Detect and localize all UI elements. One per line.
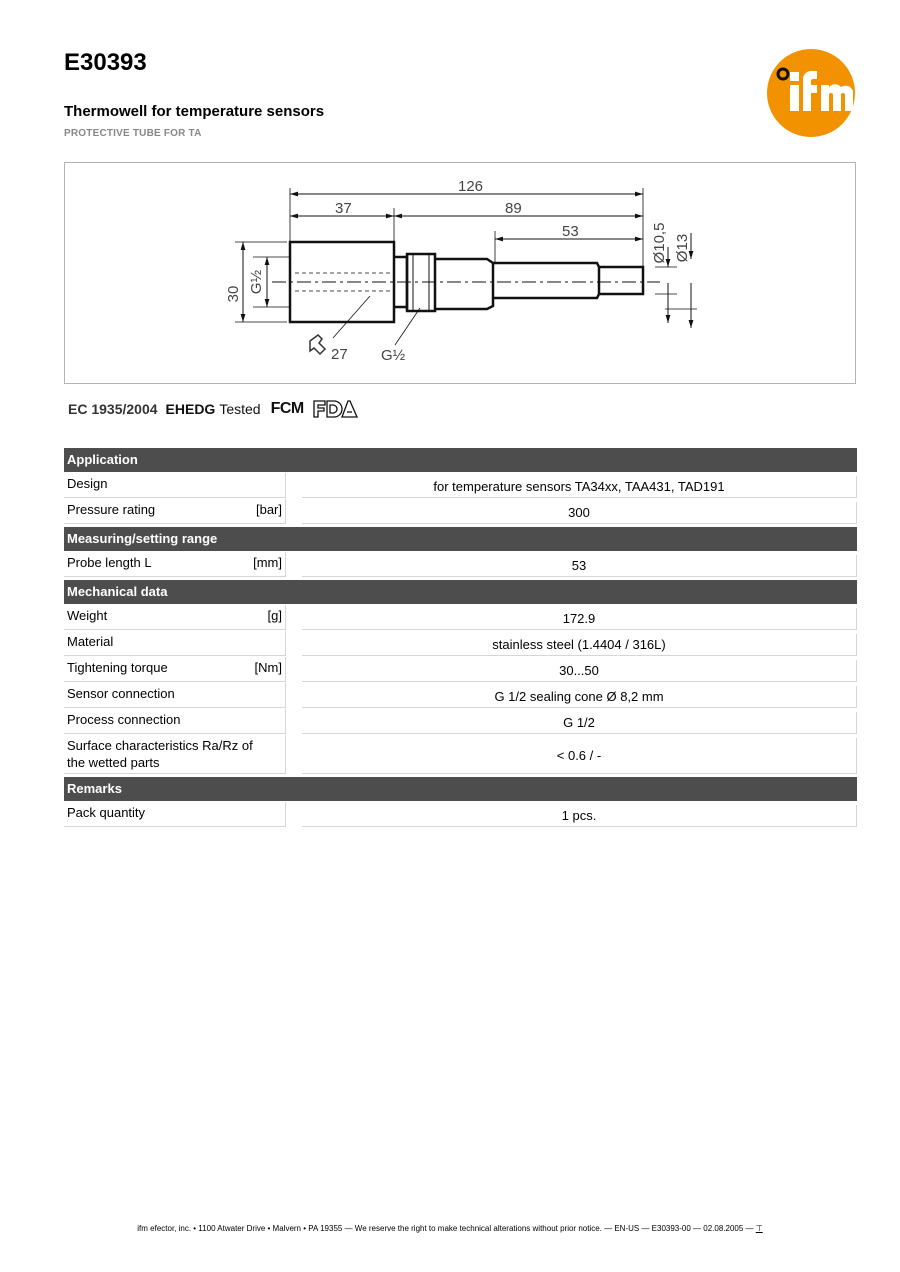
footer-text: ifm efector, inc. • 1100 Atwater Drive • Malvern • PA 19355 — We reserve the right to make technical alterations without prior notice. — EN-US — E30393-00 — 02.08.2005 — [137,1224,754,1233]
spec-label-cell [64,657,286,682]
spec-unit: [g] [267,608,282,623]
spec-label-cell [64,473,286,498]
article-number: E30393 [64,49,147,76]
spec-row [64,605,857,630]
spec-label-cell [64,802,286,827]
spec-row [64,802,857,827]
ifm-logo [767,49,855,137]
cert-ec-1935: EC 1935/2004 [68,401,158,417]
spec-label: Sensor connection [67,686,175,701]
spec-value: for temperature sensors TA34xx, TAA431, TAD191 [302,476,857,498]
dim-total: 126 [458,178,484,195]
spec-label: Tightening torque [67,660,168,675]
wrench-icon [310,335,325,354]
spec-unit: [bar] [255,502,282,517]
footer [0,1224,900,1233]
spec-value: < 0.6 / - [302,738,857,774]
spec-label: Process connection [67,712,181,727]
dim-diameter-1: Ø10,5 [651,222,668,264]
spec-label-cell [64,605,286,630]
spec-label: Surface characteristics Ra/Rz of the wetted parts [67,738,253,770]
spec-value: 53 [302,555,857,577]
spec-row [64,473,857,498]
certifications [68,398,358,420]
spec-value: 172.9 [302,608,857,630]
spec-label: Weight [67,608,108,623]
dim-tube-length: 89 [505,200,522,217]
specification-table [64,448,857,827]
spec-row [64,657,857,682]
spec-unit: [mm] [253,555,282,570]
spec-row [64,499,857,524]
cert-tested: Tested [219,401,261,417]
spec-row [64,552,857,577]
spec-value: 30...50 [302,660,857,682]
spec-value: 300 [302,502,857,524]
section-header: Remarks [64,777,857,801]
spec-label-cell [64,499,286,524]
footer-icon: ⊤ [755,1224,763,1233]
technical-drawing [64,162,856,384]
spec-unit: [Nm] [254,660,282,675]
section-header: Measuring/setting range [64,527,857,551]
dim-thread: G½ [248,269,265,295]
thread-label: G½ [381,347,406,364]
spec-label: Design [67,476,108,491]
spec-value: stainless steel (1.4404 / 316L) [302,634,857,656]
spec-label-cell [64,735,286,774]
spec-label-cell [64,683,286,708]
spec-row [64,735,857,774]
dim-height: 30 [225,285,242,303]
spec-label-cell [64,631,286,656]
section-header: Application [64,448,857,472]
spec-label: Probe length L [67,555,152,570]
dim-hex-length: 37 [335,200,352,217]
spec-label-cell [64,709,286,734]
dim-probe: 53 [562,223,579,240]
product-type: PROTECTIVE TUBE FOR TA [64,128,202,139]
wrench-size: 27 [331,346,348,363]
spec-label: Material [67,634,114,649]
spec-label-cell [64,552,286,577]
spec-row [64,709,857,734]
spec-label: Pressure rating [67,502,156,517]
section-header: Mechanical data [64,580,857,604]
spec-value: G 1/2 sealing cone Ø 8,2 mm [302,686,857,708]
spec-value: G 1/2 [302,712,857,734]
spec-label: Pack quantity [67,805,146,820]
dim-diameter-2: Ø13 [674,233,691,263]
spec-row [64,683,857,708]
cert-fcm: FCM [270,400,304,417]
product-name: Thermowell for temperature sensors [64,103,325,120]
fda-logo [312,400,358,418]
spec-row [64,631,857,656]
spec-value: 1 pcs. [302,805,857,827]
cert-ehedg: EHEDG [165,401,216,417]
